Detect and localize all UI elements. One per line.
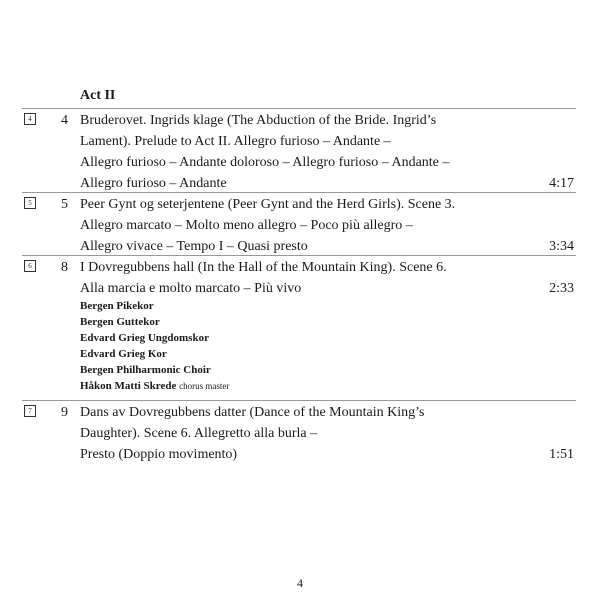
performer-name: Bergen Pikekor bbox=[80, 300, 154, 312]
cd-track-index-box: 5 bbox=[24, 197, 36, 209]
performer-name: Bergen Philharmonic Choir bbox=[80, 364, 211, 376]
track-title-line: I Dovregubbens hall (In the Hall of the Mountain King). Scene 6. bbox=[80, 260, 447, 275]
track-duration: 4:17 bbox=[549, 176, 574, 191]
track-title-line: Bruderovet. Ingrids klage (The Abduction of the Bride. Ingrid’s bbox=[80, 113, 437, 128]
track-title-line: Allegro marcato – Molto meno allegro – Poco più allegro – bbox=[80, 218, 413, 233]
track-title-line: Allegro furioso – Andante bbox=[80, 176, 227, 191]
track-title-line: Lament). Prelude to Act II. Allegro furioso – Andante – bbox=[80, 134, 391, 149]
track-title-line: Alla marcia e molto marcato – Più vivo bbox=[80, 281, 302, 296]
track-title-line: Daughter). Scene 6. Allegretto alla burla – bbox=[80, 426, 318, 441]
cd-track-index-box: 4 bbox=[24, 113, 36, 125]
track-separator bbox=[22, 255, 576, 256]
performer-name: Håkon Matti Skrede bbox=[80, 380, 177, 392]
track-title-line: Dans av Dovregubbens datter (Dance of the Mountain King’s bbox=[80, 405, 425, 420]
performer-role: chorus master bbox=[179, 381, 230, 391]
performer-credit bbox=[80, 378, 229, 394]
track-duration: 1:51 bbox=[549, 447, 574, 462]
track-title-line: Allegro furioso – Andante doloroso – Allegro furioso – Andante – bbox=[80, 155, 450, 170]
track-separator bbox=[22, 108, 576, 109]
track-duration: 3:34 bbox=[549, 239, 574, 254]
track-title-line: Presto (Doppio movimento) bbox=[80, 447, 238, 462]
track-separator bbox=[22, 400, 576, 401]
performer-name: Edvard Grieg Kor bbox=[80, 348, 167, 360]
track-title-line: Allegro vivace – Tempo I – Quasi presto bbox=[80, 239, 308, 254]
performer-name: Bergen Guttekor bbox=[80, 316, 160, 328]
track-duration: 2:33 bbox=[549, 281, 574, 296]
track-number: 4 bbox=[61, 113, 68, 128]
track-number: 8 bbox=[61, 260, 68, 275]
cd-track-index-box: 7 bbox=[24, 405, 36, 417]
track-number: 5 bbox=[61, 197, 68, 212]
act-heading: Act II bbox=[80, 88, 116, 103]
track-title-line: Peer Gynt og seterjentene (Peer Gynt and the Herd Girls). Scene 3. bbox=[80, 197, 456, 212]
track-number: 9 bbox=[61, 405, 68, 420]
page-number: 4 bbox=[297, 576, 303, 590]
performer-name: Edvard Grieg Ungdomskor bbox=[80, 332, 209, 344]
track-separator bbox=[22, 192, 576, 193]
cd-track-index-box: 6 bbox=[24, 260, 36, 272]
